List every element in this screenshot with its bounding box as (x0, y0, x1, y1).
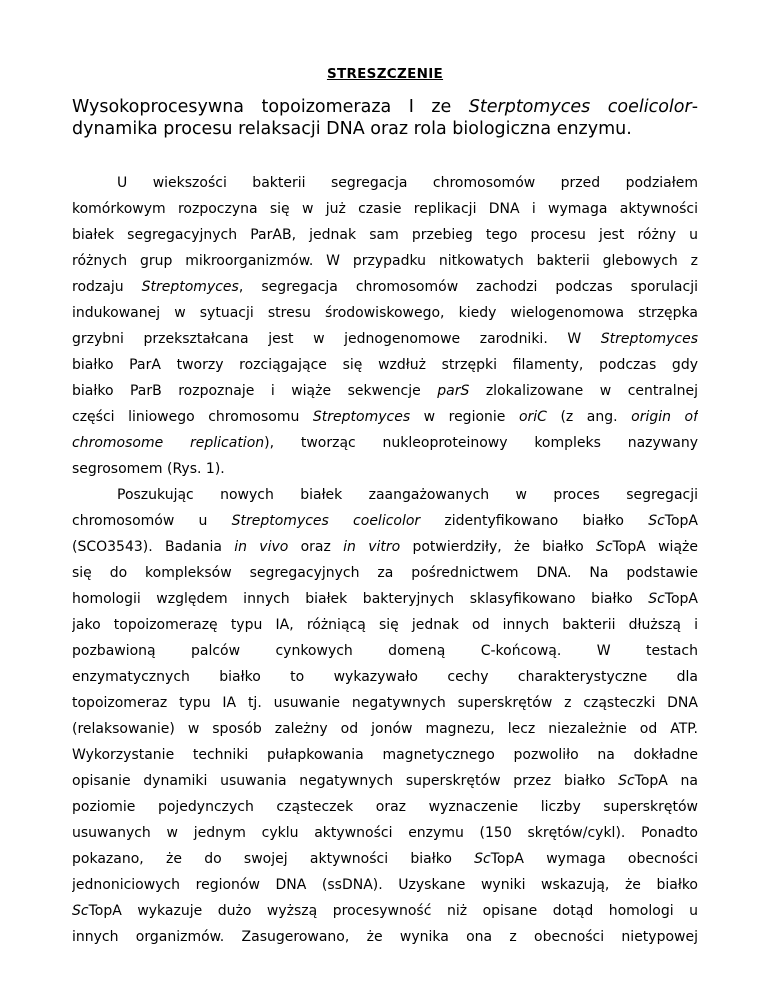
text-line: Wykorzystanie techniki pułapkowania magnetycznego pozwoliło na dokładne (72, 747, 698, 763)
text-line: pozbawioną palców cynkowych domeną C-końcową. W testach (72, 643, 698, 659)
text-line: jednoniciowych regionów DNA (ssDNA). Uzyskane wyniki wskazują, że białko (72, 877, 698, 893)
abstract-body (72, 170, 698, 950)
text-line: indukowanej w sytuacji stresu środowiskowego, kiedy wielogenomowa strzępka (72, 305, 698, 321)
text-line: komórkowym rozpoczyna się w już czasie replikacji DNA i wymaga aktywności (72, 201, 698, 217)
title-line-1: Wysokoprocesywna topoizomeraza I ze Sterptomyces coelicolor- (72, 97, 699, 117)
text-line: U wiekszości bakterii segregacja chromosomów przed podziałem (117, 175, 698, 191)
text-line: chromosomów u Streptomyces coelicolor zidentyfikowano białko ScTopA (72, 513, 698, 529)
text-line: ScTopA wykazuje dużo wyższą procesywność niż opisane dotąd homologi u (72, 903, 698, 919)
text-line: opisanie dynamiki usuwania negatywnych superskrętów przez białko ScTopA na (72, 773, 698, 789)
title-line-2: dynamika procesu relaksacji DNA oraz rola biologiczna enzymu. (72, 119, 632, 139)
text-line: topoizomeraz typu IA tj. usuwanie negatywnych superskrętów z cząsteczki DNA (72, 695, 698, 711)
text-line: (SCO3543). Badania in vivo oraz in vitro potwierdziły, że białko ScTopA wiąże (72, 539, 698, 555)
text-line: Poszukując nowych białek zaangażowanych w proces segregacji (117, 487, 698, 503)
text-line: białko ParA tworzy rozciągające się wzdłuż strzępki filamenty, podczas gdy (72, 357, 698, 373)
text-line: grzybni przekształcana jest w jednogenomowe zarodniki. W Streptomyces (72, 331, 698, 347)
text-line: innych organizmów. Zasugerowano, że wynika ona z obecności nietypowej (72, 929, 698, 945)
text-line: białko ParB rozpoznaje i wiąże sekwencje parS zlokalizowane w centralnej (72, 383, 698, 399)
text-line: rodzaju Streptomyces, segregacja chromosomów zachodzi podczas sporulacji (72, 279, 698, 295)
document-heading: STRESZCZENIE (326, 66, 444, 82)
text-line: pokazano, że do swojej aktywności białko ScTopA wymaga obecności (72, 851, 698, 867)
text-line: białek segregacyjnych ParAB, jednak sam przebieg tego procesu jest różny u (72, 227, 698, 243)
text-line: usuwanych w jednym cyklu aktywności enzymu (150 skrętów/cykl). Ponadto (72, 825, 698, 841)
text-line: segrosomem (Rys. 1). (72, 461, 225, 477)
text-line: enzymatycznych białko to wykazywało cechy charakterystyczne dla (72, 669, 698, 685)
text-line: homologii względem innych białek bakteryjnych sklasyfikowano białko ScTopA (72, 591, 698, 607)
text-line: jako topoizomerazę typu IA, różniącą się jednak od innych bakterii dłuższą i (72, 617, 698, 633)
text-line: różnych grup mikroorganizmów. W przypadku nitkowatych bakterii glebowych z (72, 253, 698, 269)
text-line: (relaksowanie) w sposób zależny od jonów magnezu, lecz niezależnie od ATP. (72, 721, 698, 737)
text-line: się do kompleksów segregacyjnych za pośrednictwem DNA. Na podstawie (72, 565, 698, 581)
text-line: części liniowego chromosomu Streptomyces w regionie oriC (z ang. origin of (72, 409, 698, 425)
text-line: poziomie pojedynczych cząsteczek oraz wyznaczenie liczby superskrętów (72, 799, 698, 815)
text-line: chromosome replication), tworząc nukleoproteinowy kompleks nazywany (72, 435, 698, 451)
document-title (72, 96, 698, 140)
